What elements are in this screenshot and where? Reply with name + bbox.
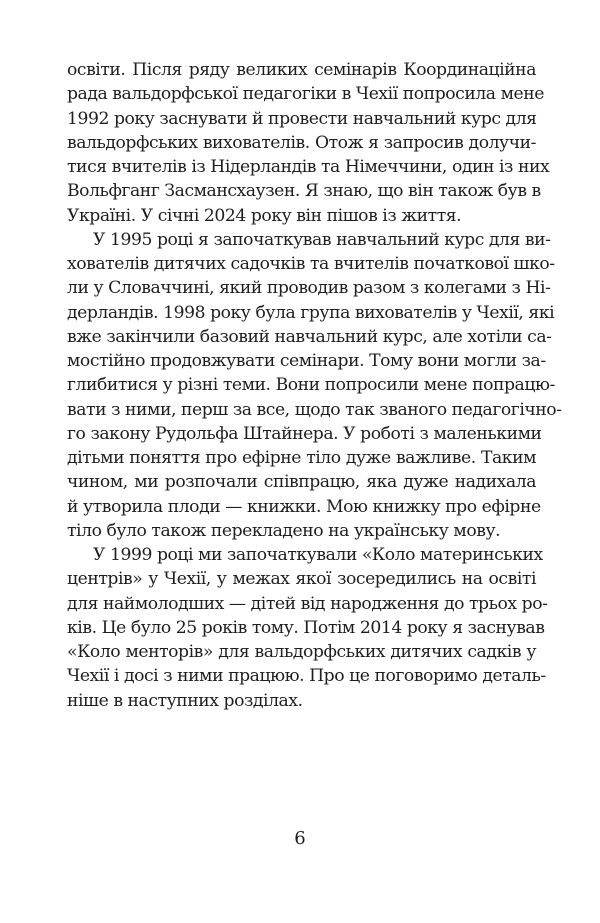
text-line: тіло було також перекладено на українську мову. bbox=[67, 520, 501, 541]
paragraph bbox=[67, 543, 548, 713]
text-line: ків. Це було 25 років тому. Потім 2014 року я заснував bbox=[67, 617, 545, 638]
text-line: Вольфганг Засмансхаузен. Я знаю, що він також був в bbox=[67, 181, 541, 202]
text-line: дерландів. 1998 року була група вихователів у Чехії, які bbox=[67, 302, 555, 323]
text-line: центрів» у Чехії, у межах якої зосередились на освіті bbox=[67, 569, 536, 590]
text-line: дітьми поняття про ефірне тіло дуже важливе. Таким bbox=[67, 448, 536, 468]
text-line: Україні. У січні 2024 року він пішов із життя. bbox=[67, 205, 462, 226]
text-line: для наймолодших — дітей від народження до трьох ро- bbox=[67, 593, 548, 614]
text-line: глибитися у різні теми. Вони попросили мене попрацю- bbox=[67, 375, 555, 396]
text-line: хователів дитячих садочків та вчителів початкової шко- bbox=[67, 254, 555, 274]
text-line: ли у Словаччині, який проводив разом з колегами з Ні- bbox=[67, 278, 551, 299]
text-line: «Коло менторів» для вальдорфських дитячих садків у bbox=[67, 642, 536, 662]
text-line: У 1999 році ми започаткували «Коло материнських bbox=[93, 545, 543, 565]
text-line: вати з ними, перш за все, щодо так званого педагогічно- bbox=[67, 399, 562, 420]
text-line: вальдорфських вихователів. Отож я запросив долучи- bbox=[67, 132, 536, 153]
paragraph bbox=[67, 228, 562, 543]
page-number: 6 bbox=[294, 828, 306, 849]
text-line: вже закінчили базовий навчальний курс, але хотіли са- bbox=[67, 326, 552, 347]
text-line: 1992 року заснувати й провести навчальний курс для bbox=[67, 108, 537, 129]
text-line: чином, ми розпочали співпрацю, яка дуже надихала bbox=[67, 472, 536, 493]
text-line: й утворила плоди — книжки. Мою книжку про ефірне bbox=[67, 496, 541, 517]
paragraph bbox=[67, 58, 550, 228]
text-line: го закону Рудольфа Штайнера. У роботі з маленькими bbox=[67, 423, 542, 444]
text-line: У 1995 році я започаткував навчальний курс для ви- bbox=[93, 229, 551, 250]
text-line: рада вальдорфської педагогіки в Чехії попросила мене bbox=[67, 84, 544, 105]
text-line: освіти. Після ряду великих семінарів Координаційна bbox=[67, 60, 536, 80]
text-line: мостійно продовжувати семінари. Тому вони могли за- bbox=[67, 351, 546, 371]
text-line: ніше в наступних розділах. bbox=[67, 690, 303, 711]
text-line: Чехії і досі з ними працюю. Про це поговоримо деталь- bbox=[67, 666, 546, 687]
text-line: тися вчителів із Нідерландів та Німеччини, один із них bbox=[67, 157, 550, 177]
page-body-text bbox=[67, 58, 562, 713]
